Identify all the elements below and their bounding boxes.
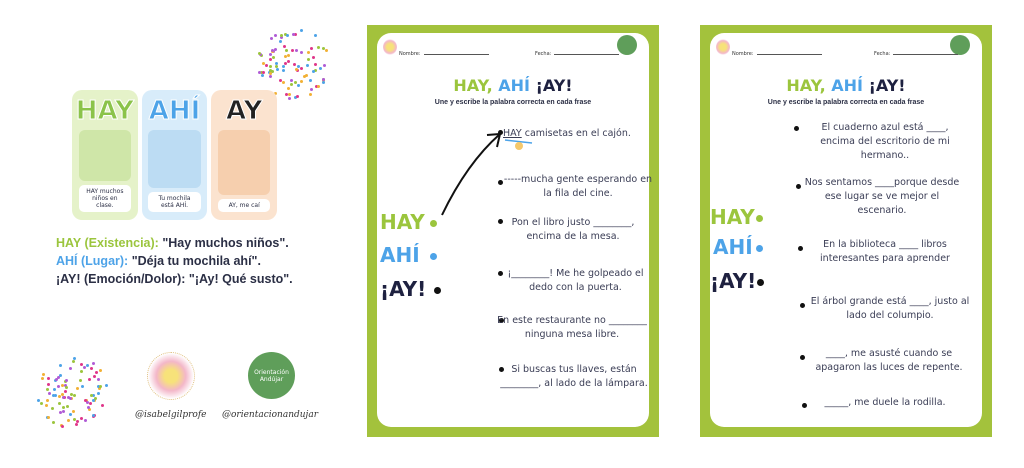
confetti-dot (84, 399, 87, 402)
confetti-dot (312, 70, 315, 73)
confetti-dot (297, 84, 300, 87)
confetti-dot (258, 71, 261, 74)
confetti-dot (61, 425, 64, 428)
confetti-dot (284, 62, 287, 65)
confetti-dot (314, 63, 317, 66)
confetti-dot (99, 369, 102, 372)
confetti-dot (73, 357, 76, 360)
word-label: AHÍ (380, 243, 420, 267)
confetti-dot (282, 65, 285, 68)
confetti-dot (291, 49, 294, 52)
confetti-dot (59, 364, 62, 367)
match-dot[interactable] (757, 279, 764, 286)
confetti-dot (72, 360, 75, 363)
sentence-1: El cuaderno azul está ____, encima del escritorio de mi hermano.. (820, 122, 950, 161)
confetti-dot (61, 384, 64, 387)
confetti-dot (61, 393, 64, 396)
confetti-dot (90, 367, 93, 370)
sentence-4: ¡________! Me he golpeado el dedo con la puerta. (507, 268, 644, 293)
confetti-dot (58, 395, 61, 398)
confetti-dot (62, 396, 65, 399)
confetti-dot (300, 29, 303, 32)
confetti-dot (65, 379, 68, 382)
name-label: Nombre: (732, 51, 754, 57)
bullet[interactable] (800, 355, 805, 360)
confetti-dot (53, 388, 56, 391)
flower-logo (147, 352, 195, 400)
confetti-dot (274, 48, 277, 51)
sentence-4: El árbol grande está ____, justo al lado del columpio. (810, 296, 970, 321)
confetti-dot (303, 75, 306, 78)
confetti-dot (270, 37, 273, 40)
confetti-dot (93, 375, 96, 378)
confetti-dot (64, 390, 67, 393)
confetti-dot (62, 410, 65, 413)
card-caption: HAY muchos niños en clase. (79, 185, 132, 212)
confetti-dot (47, 377, 50, 380)
confetti-dot (307, 51, 310, 54)
confetti-dot (280, 34, 283, 37)
confetti-dot (288, 97, 291, 100)
confetti-dot (285, 49, 288, 52)
confetti-dot (46, 388, 49, 391)
worksheet-paper (377, 33, 653, 427)
confetti-dot (75, 423, 78, 426)
title-ay: ¡AY! (868, 76, 906, 95)
confetti-dot (95, 371, 98, 374)
confetti-dot (90, 394, 93, 397)
confetti-dot (269, 53, 272, 56)
confetti-dot (323, 64, 326, 67)
confetti-dot (300, 51, 303, 54)
word-label: HAY (380, 210, 425, 234)
worksheet-title (710, 76, 982, 95)
confetti-dot (287, 60, 290, 63)
sentence-6: _____, me duele la rodilla. (824, 397, 946, 408)
definition-example: "Déja tu mochila ahí". (131, 254, 261, 268)
card-caption: Tu mochila está AHÍ. (148, 192, 201, 212)
title-ahi: AHÍ (498, 76, 530, 95)
confetti-dot (271, 70, 274, 73)
date-label: Fecha: (535, 51, 552, 57)
title-ahi: AHÍ (831, 76, 863, 95)
confetti-dot (47, 416, 50, 419)
confetti-dot (86, 364, 89, 367)
confetti-dot (67, 419, 70, 422)
confetti-dot (290, 79, 293, 82)
confetti-dot (80, 417, 83, 420)
confetti-dot (322, 78, 325, 81)
word-label: HAY (710, 205, 755, 229)
match-dot[interactable] (756, 245, 763, 252)
word-hay[interactable] (710, 205, 763, 229)
date-field[interactable] (874, 51, 958, 57)
confetti-dot (262, 71, 265, 74)
worksheet-1 (367, 25, 659, 437)
confetti-dot (84, 419, 87, 422)
confetti-dot (314, 34, 317, 37)
illustration-cards (72, 90, 277, 220)
confetti-dot (296, 95, 299, 98)
card-ahi (142, 90, 208, 220)
confetti-dot (319, 67, 322, 70)
confetti-dot (76, 387, 79, 390)
confetti-dot (274, 34, 277, 37)
confetti-dot (295, 49, 298, 52)
confetti-dot (42, 373, 45, 376)
confetti-dot (40, 402, 43, 405)
girl-illustration (218, 130, 271, 195)
confetti-dot (47, 383, 50, 386)
confetti-dot (269, 75, 272, 78)
confetti-decoration (255, 25, 330, 100)
confetti-dot (88, 378, 91, 381)
confetti-dot (276, 68, 279, 71)
confetti-dot (46, 399, 49, 402)
confetti-dot (45, 404, 48, 407)
confetti-dot (80, 363, 83, 366)
confetti-dot (52, 421, 55, 424)
confetti-dot (83, 366, 86, 369)
confetti-dot (309, 79, 312, 82)
confetti-dot (105, 384, 108, 387)
worksheet-paper (710, 33, 982, 427)
confetti-dot (97, 392, 100, 395)
bullet[interactable] (800, 303, 805, 308)
confetti-dot (62, 406, 65, 409)
confetti-dot (69, 413, 72, 416)
confetti-dot (269, 65, 272, 68)
sentence-text: camisetas en el cajón. (521, 128, 631, 139)
sentence-3: Pon el libro justo ________, encima de la mesa. (511, 217, 635, 242)
confetti-dot (325, 49, 328, 52)
confetti-dot (275, 65, 278, 68)
confetti-dot (73, 394, 76, 397)
card-hay (72, 90, 138, 220)
date-label: Fecha: (874, 51, 891, 57)
definition-term: ¡AY! (Emoción/Dolor): (56, 272, 186, 286)
handle-orientacionandujar: @orientacionandujar (222, 410, 319, 420)
word-ay[interactable] (710, 269, 764, 293)
confetti-dot (317, 46, 320, 49)
bullet[interactable] (794, 126, 799, 131)
card-word: AHÍ (148, 96, 201, 126)
confetti-dot (48, 392, 51, 395)
confetti-dot (57, 376, 60, 379)
confetti-dot (269, 58, 272, 61)
confetti-dot (287, 87, 290, 90)
confetti-dot (66, 405, 69, 408)
word-ahi[interactable] (713, 235, 763, 259)
confetti-dot (317, 85, 320, 88)
backpack-illustration (148, 130, 201, 188)
match-dot[interactable] (756, 215, 763, 222)
confetti-dot (72, 410, 75, 413)
card-caption: AY, me caí (218, 199, 271, 212)
title-hay: HAY, (786, 76, 826, 95)
confetti-dot (293, 63, 296, 66)
confetti-dot (297, 65, 300, 68)
confetti-dot (300, 67, 303, 70)
definition-term: AHÍ (Lugar): (56, 254, 129, 268)
bullet[interactable] (802, 403, 807, 408)
definition-ahi (56, 252, 293, 270)
confetti-decoration (35, 355, 110, 430)
confetti-dot (292, 33, 295, 36)
confetti-dot (81, 385, 84, 388)
confetti-dot (282, 81, 285, 84)
confetti-dot (101, 404, 104, 407)
confetti-dot (310, 47, 313, 50)
definition-example: "¡Ay! Qué susto". (188, 272, 293, 286)
name-label: Nombre: (399, 51, 421, 57)
classroom-illustration (79, 130, 132, 181)
handle-isabelgilprofe: @isabelgilprofe (135, 410, 207, 420)
confetti-dot (89, 402, 92, 405)
card-ay (211, 90, 277, 220)
confetti-dot (57, 385, 60, 388)
sentence-2: -----mucha gente esperando en la fila del cine. (503, 174, 653, 199)
worksheet-2 (700, 25, 992, 437)
confetti-dot (288, 93, 291, 96)
bullet[interactable] (796, 184, 801, 189)
bullet[interactable] (798, 246, 803, 251)
confetti-dot (99, 385, 102, 388)
sentence-1 (503, 127, 653, 141)
confetti-dot (80, 370, 83, 373)
worksheet-subtitle: Une y escribe la palabra correcta en cada frase (434, 99, 592, 106)
confetti-dot (265, 64, 268, 67)
definition-hay (56, 234, 293, 252)
confetti-dot (283, 45, 286, 48)
confetti-dot (51, 407, 54, 410)
name-field[interactable] (732, 51, 822, 57)
written-answer: HAY (503, 128, 522, 139)
sentence-2: Nos sentamos ____porque desde ese lugar se ve mejor el escenario. (804, 177, 960, 216)
definition-term: HAY (Existencia): (56, 236, 159, 250)
sentence-5: En este restaurante no ________ ninguna mesa libre. (497, 315, 647, 340)
confetti-dot (258, 52, 261, 55)
word-label: AHÍ (713, 235, 753, 259)
title-ay: ¡AY! (535, 76, 573, 95)
confetti-dot (65, 386, 68, 389)
confetti-dot (279, 40, 282, 43)
confetti-dot (306, 64, 309, 67)
word-label: ¡AY! (380, 277, 427, 301)
confetti-dot (69, 367, 72, 370)
confetti-dot (97, 378, 100, 381)
flower-logo (716, 39, 730, 55)
orientacion-andujar-logo: Orientación Andújar (248, 352, 295, 399)
confetti-dot (286, 34, 289, 37)
confetti-dot (261, 74, 264, 77)
confetti-dot (309, 93, 312, 96)
word-label: ¡AY! (710, 269, 757, 293)
confetti-dot (41, 377, 44, 380)
confetti-dot (92, 362, 95, 365)
confetti-dot (312, 56, 315, 59)
confetti-dot (79, 379, 82, 382)
confetti-dot (58, 402, 61, 405)
confetti-dot (272, 56, 275, 59)
title-hay: HAY, (453, 76, 493, 95)
definition-ay (56, 270, 293, 288)
confetti-dot (300, 80, 303, 83)
confetti-dot (322, 81, 325, 84)
card-word: AY (225, 96, 263, 126)
sentence-6: Si buscas tus llaves, están ________, al lado de la lámpara. (500, 364, 648, 389)
confetti-dot (282, 69, 285, 72)
confetti-dot (307, 58, 310, 61)
card-word: HAY (75, 96, 134, 126)
definition-example: "Hay muchos niños". (162, 236, 289, 250)
definitions (56, 234, 293, 288)
confetti-dot (76, 420, 79, 423)
sentence-3: En la biblioteca ____ libros interesantes para aprender (820, 239, 950, 264)
confetti-dot (310, 88, 313, 91)
confetti-dot (290, 83, 293, 86)
worksheet-subtitle: Une y escribe la palabra correcta en cada frase (767, 99, 925, 106)
sentence-5: ____, me asusté cuando se apagaron las luces de repente. (815, 348, 963, 373)
